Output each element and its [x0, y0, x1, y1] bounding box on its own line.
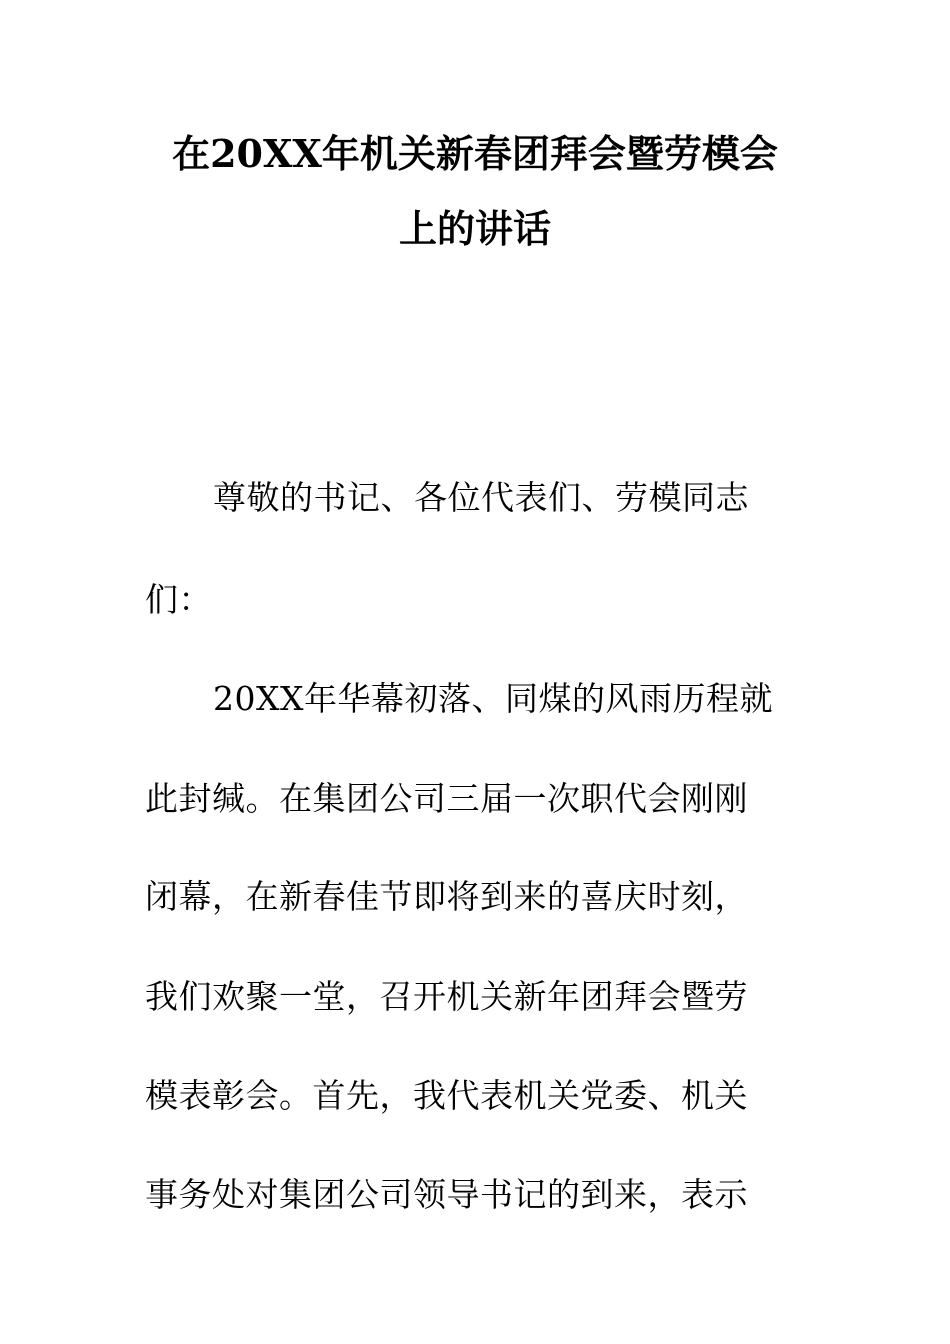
document-title-line-1: 在20XX年机关新春团拜会暨劳模会 — [172, 131, 778, 176]
salutation-line-1: 尊敬的书记、各位代表们、劳模同志 — [213, 478, 749, 517]
paragraph-line-2: 此封缄。在集团公司三届一次职代会刚刚 — [145, 779, 748, 818]
paragraph-line-1: 20XX年华幕初落、同煤的风雨历程就 — [213, 679, 773, 718]
document-title-line-2: 上的讲话 — [398, 206, 551, 251]
paragraph-line-5: 模表彰会。首先，我代表机关党委、机关 — [145, 1076, 748, 1115]
salutation-line-2: 们： — [145, 580, 212, 619]
paragraph-line-3: 闭幕，在新春佳节即将到来的喜庆时刻， — [145, 877, 748, 916]
paragraph-line-4: 我们欢聚一堂，召开机关新年团拜会暨劳 — [145, 977, 748, 1016]
paragraph-line-6: 事务处对集团公司领导书记的到来，表示 — [145, 1175, 748, 1214]
